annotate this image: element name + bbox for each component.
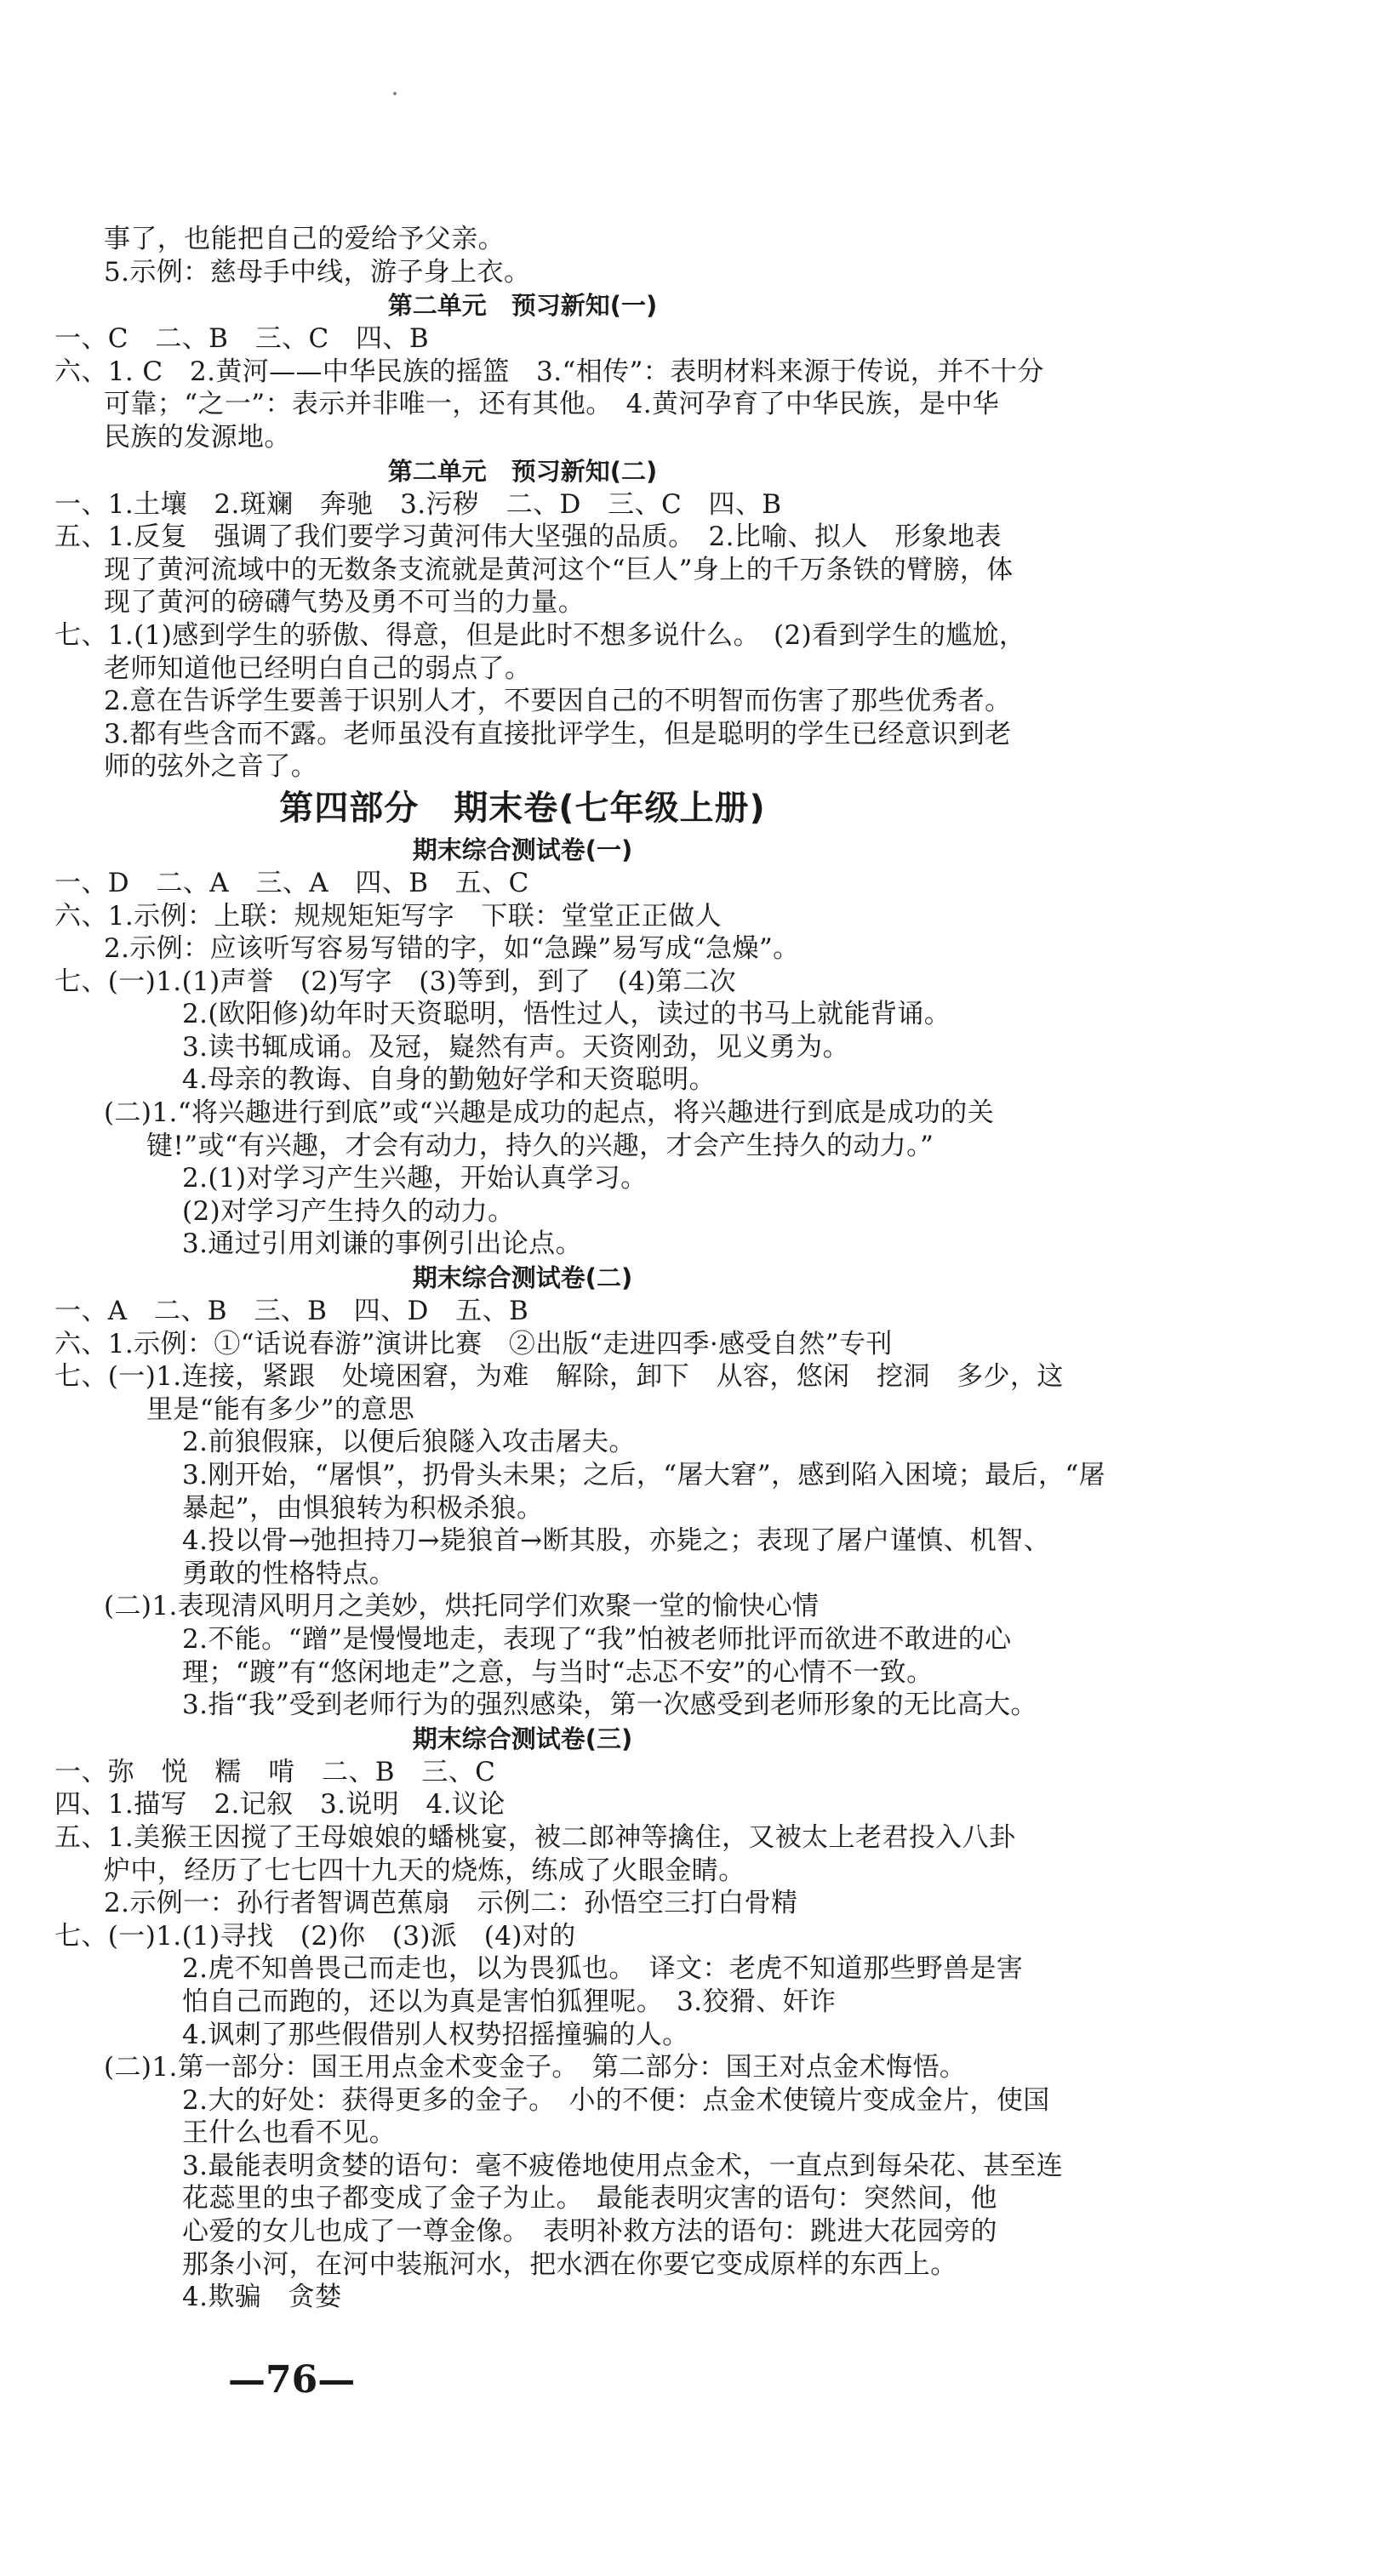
answer-line: 3.通过引用刘谦的事例引出论点。: [182, 1228, 582, 1260]
answer-line: 2.不能。“蹭”是慢慢地走，表现了“我”怕被老师批评而欲进不敢进的心: [182, 1623, 1012, 1655]
page-number: —76—: [228, 2358, 356, 2402]
answer-line: 花蕊里的虫子都变成了金子为止。 最能表明灾害的语句：突然间，他: [182, 2183, 997, 2214]
answer-line: 4.欺骗 贪婪: [182, 2282, 342, 2313]
answer-line: 七、(一)1.(1)声誉 (2)写字 (3)等到，到了 (4)第二次: [54, 966, 737, 997]
section-heading: 期末综合测试卷(二): [412, 1263, 633, 1293]
answer-line: 2.示例一：孙行者智调芭蕉扇 示例二：孙悟空三打白骨精: [104, 1888, 798, 1919]
answer-line: 可靠；“之一”：表示并非唯一，还有其他。 4.黄河孕育了中华民族，是中华: [104, 389, 1000, 420]
answer-line: 2.前狼假寐，以便后狼隧入攻击屠夫。: [182, 1427, 636, 1458]
section-heading: 第二单元 预习新知(二): [387, 456, 658, 486]
answer-line: 3.读书辄成诵。及冠，嶷然有声。天资刚劲，见义勇为。: [182, 1031, 849, 1063]
answer-line: 现了黄河的磅礴气势及勇不可当的力量。: [104, 587, 585, 618]
answer-line: 3.都有些含而不露。老师虽没有直接批评学生，但是聪明的学生已经意识到老: [104, 718, 1012, 749]
answer-line: 一、C 二、B 三、C 四、B: [54, 323, 429, 355]
answer-line: 一、1.土壤 2.斑斓 奔驰 3.污秽 二、D 三、C 四、B: [54, 488, 782, 520]
answer-line: 事了，也能把自己的爱给予父亲。: [104, 224, 505, 254]
answer-line: 师的弦外之音了。: [104, 751, 318, 783]
answer-line: 五、1.美猴王因搅了王母娘娘的蟠桃宴，被二郎神等擒住，又被太上老君投入八卦: [54, 1821, 1016, 1853]
answer-line: 六、1.示例：①“话说春游”演讲比赛 ②出版“走进四季·感受自然”专刊: [54, 1328, 893, 1359]
section-heading: 第二单元 预习新知(一): [387, 291, 658, 321]
answer-line: 六、1. C 2.黄河——中华民族的摇篮 3.“相传”：表明材料来源于传说，并不十分: [54, 356, 1044, 387]
answer-text-column: [54, 223, 1106, 2314]
answer-line: 怕自己而跑的，还以为真是害怕狐狸呢。 3.狡猾、奸诈: [182, 1986, 837, 2017]
answer-line: 七、(一)1.连接，紧跟 处境困窘，为难 解除，卸下 从容，悠闲 挖洞 多少，这: [54, 1361, 1064, 1393]
answer-line: 键!”或“有兴趣，才会有动力，持久的兴趣，才会产生持久的动力。”: [146, 1130, 934, 1161]
answer-line: 2.示例：应该听写容易写错的字，如“急躁”易写成“急燥”。: [104, 933, 800, 965]
answer-line: 2.虎不知兽畏己而走也，以为畏狐也。 译文：老虎不知道那些野兽是害: [182, 1953, 1024, 1985]
answer-line: 四、1.描写 2.记叙 3.说明 4.议论: [54, 1789, 506, 1821]
answer-line: 3.最能表明贪婪的语句：毫不疲倦地使用点金术，一直点到每朵花、甚至连: [182, 2150, 1064, 2181]
answer-line: 一、弥 悦 糯 啃 二、B 三、C: [54, 1756, 496, 1787]
answer-line: 5.示例：慈母手中线，游子身上衣。: [104, 256, 531, 288]
answer-line: 七、1.(1)感到学生的骄傲、得意，但是此时不想多说什么。 (2)看到学生的尴尬，: [54, 619, 1026, 651]
section-heading: 期末综合测试卷(三): [412, 1724, 633, 1753]
answer-line: 暴起”，由惧狼转为积极杀狼。: [182, 1492, 544, 1524]
section-heading: 期末综合测试卷(一): [412, 835, 633, 864]
answer-line: 4.投以骨→弛担持刀→毙狼首→断其股，亦毙之；表现了屠户谨慎、机智、: [182, 1525, 1051, 1557]
answer-line: 现了黄河流域中的无数条支流就是黄河这个“巨人”身上的千万条铁的臂膀，体: [104, 554, 1014, 585]
scan-speck: [393, 92, 397, 95]
answer-line: 里是“能有多少”的意思: [146, 1393, 415, 1425]
answer-line: 民族的发源地。: [104, 421, 291, 453]
answer-line: 4.母亲的教诲、自身的勤勉好学和天资聪明。: [182, 1064, 716, 1096]
answer-line: 五、1.反复 强调了我们要学习黄河伟大坚强的品质。 2.比喻、拟人 形象地表: [54, 521, 1002, 553]
answer-line: 理；“踱”有“悠闲地走”之意，与当时“忐忑不安”的心情不一致。: [182, 1656, 934, 1688]
answer-line: (2)对学习产生持久的动力。: [182, 1195, 515, 1227]
answer-line: 炉中，经历了七七四十九天的烧炼，练成了火眼金睛。: [104, 1855, 745, 1886]
answer-line: (二)1.“将兴趣进行到底”或“兴趣是成功的起点，将兴趣进行到底是成功的关: [104, 1097, 995, 1129]
answer-line: (二)1.第一部分：国王用点金术变金子。 第二部分：国王对点金术悔悟。: [104, 2052, 967, 2083]
answer-line: 2.(1)对学习产生兴趣，开始认真学习。: [182, 1163, 648, 1194]
answer-line: 那条小河，在河中装瓶河水，把水洒在你要它变成原样的东西上。: [182, 2248, 957, 2280]
answer-line: 2.大的好处：获得更多的金子。 小的不便：点金术使镜片变成金片，使国: [182, 2084, 1050, 2116]
answer-line: 勇敢的性格特点。: [182, 1558, 397, 1589]
answer-line: 2.(欧阳修)幼年时天资聪明，悟性过人，读过的书马上就能背诵。: [182, 999, 951, 1030]
answer-line: 心爱的女儿也成了一尊金像。 表明补救方法的语句：跳进大花园旁的: [182, 2216, 997, 2248]
answer-line: (二)1.表现清风明月之美妙，烘托同学们欢聚一堂的愉快心情: [104, 1591, 820, 1622]
answer-line: 老师知道他已经明白自己的弱点了。: [104, 653, 532, 684]
answer-line: 七、(一)1.(1)寻找 (2)你 (3)派 (4)对的: [54, 1920, 576, 1952]
answer-line: 3.指“我”受到老师行为的强烈感染，第一次感受到老师形象的无比高大。: [182, 1690, 1037, 1721]
answer-line: 3.刚开始，“屠惧”，扔骨头未果；之后，“屠大窘”，感到陷入困境；最后，“屠: [182, 1460, 1106, 1490]
answer-line: 一、A 二、B 三、B 四、D 五、B: [54, 1296, 529, 1327]
answer-line: 王什么也看不见。: [182, 2117, 397, 2149]
answer-line: 六、1.示例：上联：规规矩矩写字 下联：堂堂正正做人: [54, 900, 722, 932]
answer-line: 2.意在告诉学生要善于识别人才，不要因自己的不明智而伤害了那些优秀者。: [104, 686, 1012, 717]
part-title: 第四部分 期末卷(七年级上册): [279, 788, 766, 828]
answer-line: 4.讽刺了那些假借别人权势招摇撞骗的人。: [182, 2019, 689, 2050]
answer-line: 一、D 二、A 三、A 四、B 五、C: [54, 867, 529, 898]
